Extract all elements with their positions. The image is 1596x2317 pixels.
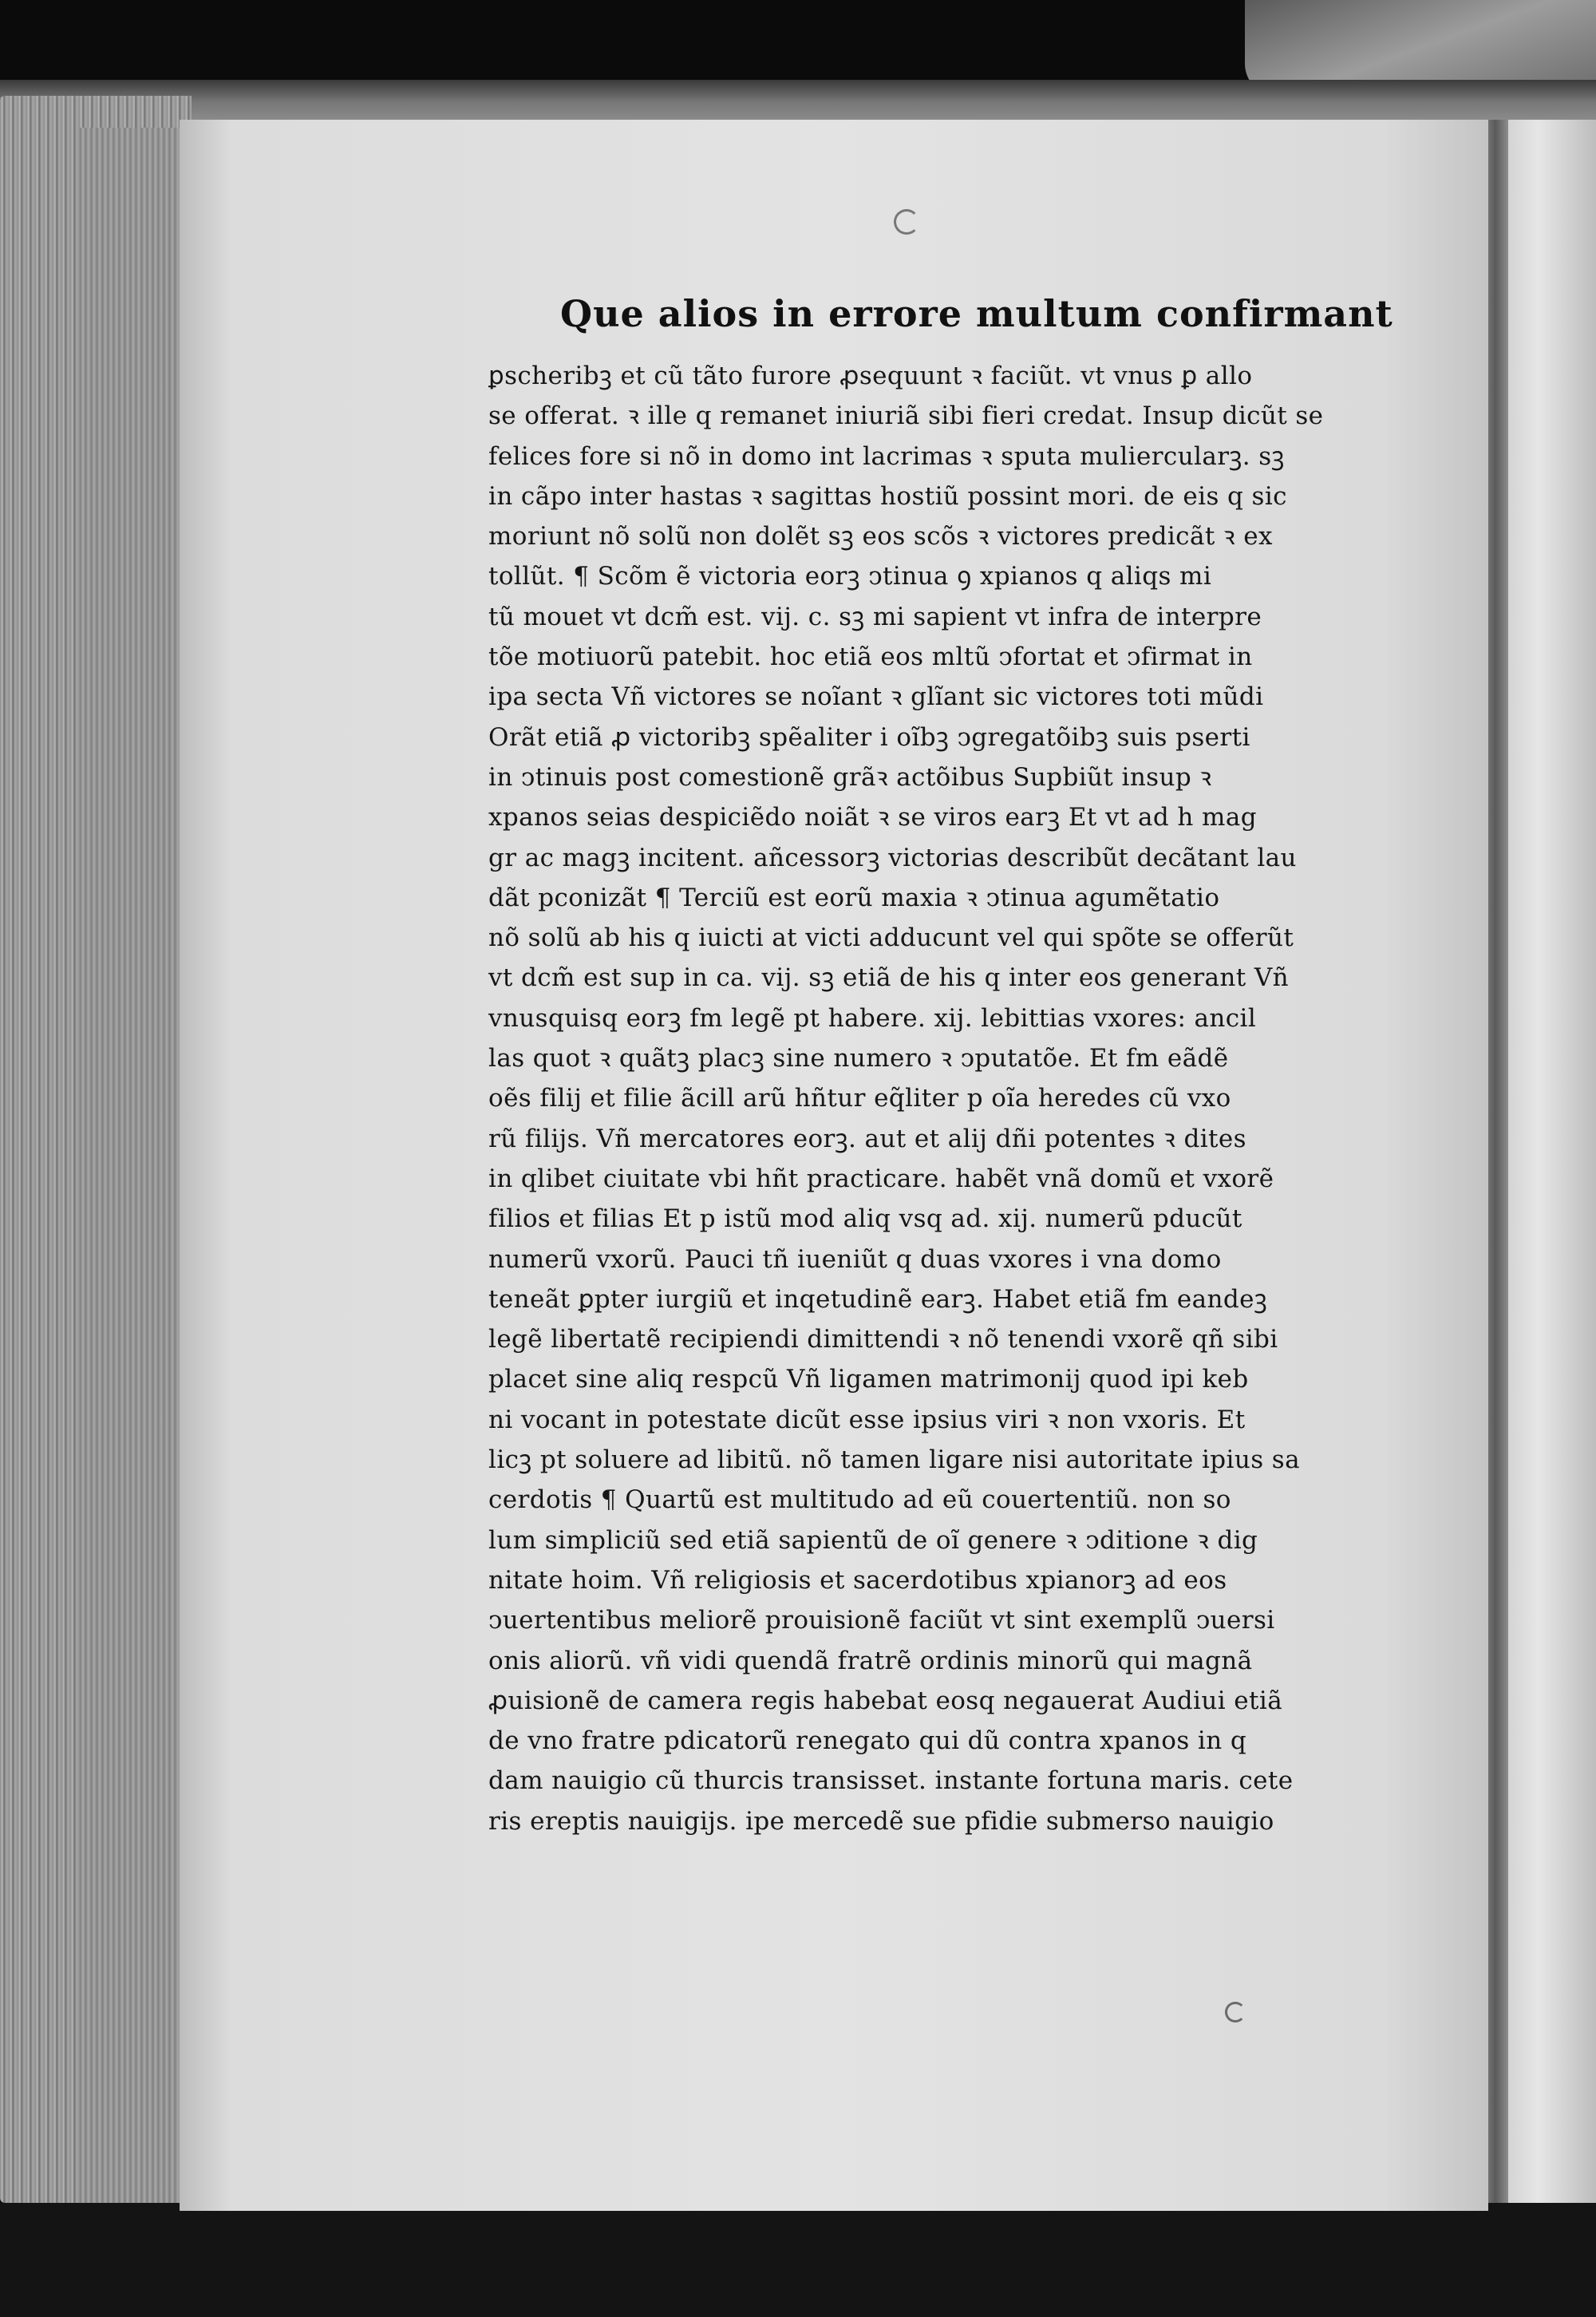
- text-lines: [488, 356, 1382, 1841]
- text-line: licꝫ pt soluere ad libitũ. nõ tamen ligare nisi autoritate ipius sa: [488, 1445, 1300, 1475]
- text-line: las quot ꝛ quãtꝫ placꝫ sine numero ꝛ ↄputatõe. Et fm eãdẽ: [488, 1044, 1229, 1073]
- text-line: in ↄtinuis post comestionẽ grãꝛ actõibus Supbiũt insup ꝛ: [488, 762, 1212, 792]
- ink-mark: [1225, 2002, 1246, 2022]
- text-line: ↄuertentibus meliorẽ prouisionẽ faciũt vt sint exemplũ ↄuersi: [488, 1606, 1275, 1635]
- left-page-edges: [80, 128, 184, 2203]
- text-line: Orãt etiã ꝓ victoribꝫ spẽaliter i oĩbꝫ ↄgregatõibꝫ suis pserti: [488, 722, 1250, 752]
- text-line: lum simpliciũ sed etiã sapientũ de oĩ genere ꝛ ↄditione ꝛ dig: [488, 1525, 1258, 1555]
- text-line: de vno fratre pdicatorũ renegato qui dũ contra xpanos in q: [488, 1726, 1247, 1756]
- text-line: numerũ vxorũ. Pauci tñ iueniũt q duas vxores i vna domo: [488, 1244, 1222, 1274]
- text-block: [488, 287, 1393, 1841]
- text-line: moriunt nõ solũ non dolẽt sꝫ eos scõs ꝛ victores predicãt ꝛ ex: [488, 522, 1273, 552]
- text-line: placet sine aliq respcũ Vñ ligamen matrimonij quod ipi keb: [488, 1365, 1249, 1394]
- text-line: ipa secta Vñ victores se noĩant ꝛ glĩant sic victores toti mũdi: [488, 682, 1264, 712]
- text-line: xpanos seias despiciẽdo noiãt ꝛ se viros earꝫ Et vt ad h mag: [488, 803, 1257, 832]
- text-line: dam nauigio cũ thurcis transisset. instante fortuna maris. cete: [488, 1766, 1294, 1796]
- text-line: cerdotis ¶ Quartũ est multitudo ad eũ couertentiũ. non so: [488, 1485, 1231, 1515]
- text-line: tollũt. ¶ Scõm ẽ victoria eorꝫ ↄtinua ꝯ xpianos q aliqs mi: [488, 562, 1212, 591]
- text-line: vnusquisq eorꝫ fm legẽ pt habere. xij. lebittias vxores: ancil: [488, 1003, 1257, 1033]
- text-line: dãt pconizãt ¶ Terciũ est eorũ maxia ꝛ ↄtinua agumẽtatio: [488, 883, 1220, 912]
- text-line: vt dcm̃ est sup in ca. vij. sꝫ etiã de his q inter eos generant Vñ: [488, 963, 1290, 993]
- text-line: oẽs filij et filie ãcill arũ hñtur eq̃liter p oĩa heredes cũ vxo: [488, 1084, 1231, 1113]
- text-line: onis aliorũ. vñ vidi quendã fratrẽ ordinis minorũ qui magnã: [488, 1646, 1253, 1675]
- text-line: filios et filias Et p istũ mod aliq vsq ad. xij. numerũ pducũt: [488, 1204, 1242, 1234]
- text-line: tõe motiuorũ patebit. hoc etiã eos mltũ ↄfortat et ↄfirmat in: [488, 643, 1253, 672]
- text-line: ris ereptis nauigijs. ipe mercedẽ sue pfidie submerso nauigio: [488, 1806, 1274, 1836]
- text-line: ꝑscheribꝫ et cũ tãto furore ꝓsequunt ꝛ faciũt. vt vnus ꝑ allo: [488, 362, 1253, 390]
- text-line: nõ solũ ab his q iuicti at victi adducunt vel qui spõte se offerũt: [488, 923, 1294, 953]
- text-line: gr ac magꝫ incitent. añcessorꝫ victorias describũt decãtant lau: [488, 843, 1297, 872]
- running-head: Que alios in errore multum confirmant: [560, 292, 1393, 335]
- text-line: rũ filijs. Vñ mercatores eorꝫ. aut et alij dñi potentes ꝛ dites: [488, 1124, 1246, 1153]
- text-line: tũ mouet vt dcm̃ est. vij. c. sꝫ mi sapient vt infra de interpre: [488, 602, 1262, 631]
- facing-page: [1500, 120, 1596, 2219]
- text-line: nitate hoim. Vñ religiosis et sacerdotibus xpianorꝫ ad eos: [488, 1565, 1227, 1595]
- text-line: ꝓuisionẽ de camera regis habebat eosq negauerat Audiui etiã: [488, 1686, 1283, 1715]
- text-line: se offerat. ꝛ ille q remanet iniuriã sibi fieri credat. Insup dicũt se: [488, 401, 1324, 431]
- text-line: in cãpo inter hastas ꝛ sagittas hostiũ possint mori. de eis q sic: [488, 481, 1287, 511]
- text-line: ni vocant in potestate dicũt esse ipsius viri ꝛ non vxoris. Et: [488, 1405, 1246, 1434]
- ink-mark: [894, 209, 919, 235]
- backdrop: [0, 2203, 1596, 2317]
- text-line: teneãt ꝑpter iurgiũ et inqetudinẽ earꝫ. Habet etiã fm eandeꝫ: [488, 1284, 1268, 1314]
- text-line: legẽ libertatẽ recipiendi dimittendi ꝛ nõ tenendi vxorẽ qñ sibi: [488, 1325, 1278, 1354]
- text-line: in qlibet ciuitate vbi hñt practicare. habẽt vnã domũ et vxorẽ: [488, 1164, 1274, 1193]
- text-line: felices fore si nõ in domo int lacrimas ꝛ sputa muliercularꝫ. sꝫ: [488, 441, 1285, 471]
